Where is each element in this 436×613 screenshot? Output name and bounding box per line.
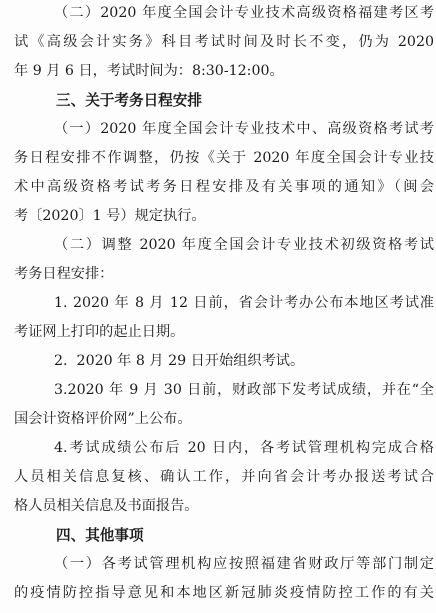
paragraph-line: 2. 2020 年 8 月 29 日开始组织考试。 [54,353,305,369]
paragraph-line: 试《高级会计实务》科目考试时间及时长不变，仍为 2020 [14,34,434,50]
section-heading: 四、其他事项 [56,527,144,544]
paragraph-line: 术中高级资格考试考务日程安排及有关事项的通知》（闽会 [14,179,434,195]
paragraph-line: 考〔2020〕1 号）规定执行。 [14,208,206,224]
section-heading: 三、关于考务日程安排 [56,92,202,109]
paragraph-line: 人员相关信息复核、确认工作，并向省会计考办报送考试合 [14,469,434,485]
paragraph-line: （一）各考试管理机构应按照福建省财政厅等部门制定 [54,556,434,572]
paragraph-line: 3.2020 年 9 月 30 日前，财政部下发考试成绩，并在“全 [54,382,434,398]
paragraph-line: （二）2020 年度全国会计专业技术高级资格福建考区考 [54,5,434,21]
paragraph-line: 考证网上打印的起止日期。 [14,324,185,340]
paragraph-line: 1. 2020 年 8 月 12 日前，省会计考办公布本地区考试准 [54,295,434,311]
paragraph-line: （二）调整 2020 年度全国会计专业技术初级资格考试 [54,237,434,253]
paragraph-line: 考务日程安排： [14,266,114,282]
paragraph-line: 格人员相关信息及书面报告。 [14,498,199,514]
paragraph-line: 的疫情防控指导意见和本地区新冠肺炎疫情防控工作的有关 [14,585,434,601]
paragraph-line: 年 9 月 6 日，考试时间为：8:30-12:00。 [14,63,284,79]
paragraph-line: 国会计资格评价网”上公布。 [14,411,192,427]
paragraph-line: （一）2020 年度全国会计专业技术中、高级资格考试考 [54,121,434,137]
paragraph-line: 务日程安排不作调整，仍按《关于 2020 年度全国会计专业技 [14,150,434,166]
paragraph-line: 4.考试成绩公布后 20 日内，各考试管理机构完成合格 [54,440,434,456]
